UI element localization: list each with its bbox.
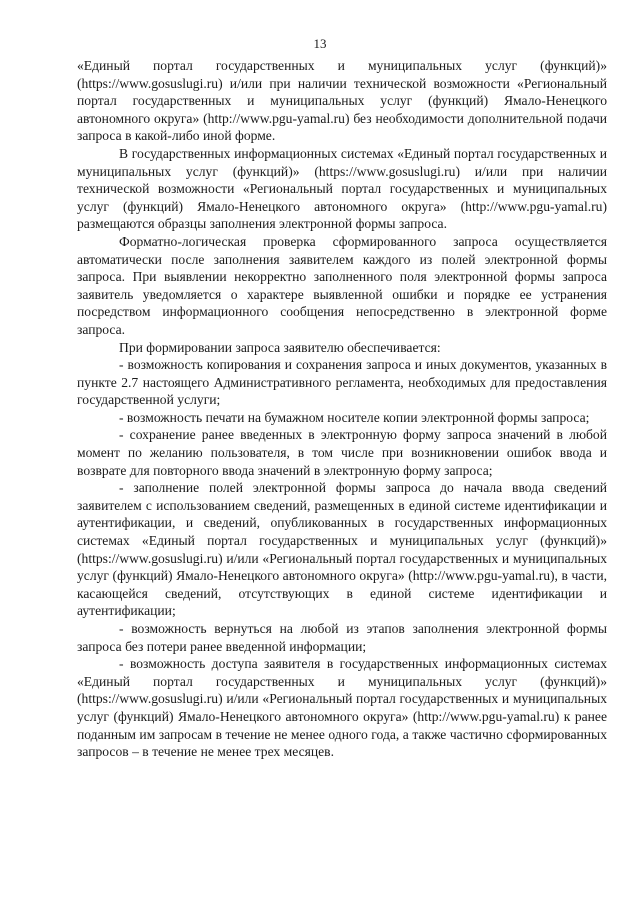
paragraph-form-samples: В государственных информационных системах «Единый портал государственных и муниципальных услуг (функций)» (https://www.gosuslugi.ru) и/или при наличии технической возможности «Региональный портал государственных и муниципальных услуг (функций) Ямало-Ненецкого автономного округа» (http://www.pgu-yamal.ru) размещаются образцы заполнения электронной формы запроса. [77, 145, 607, 232]
list-item-copy-save: - возможность копирования и сохранения запроса и иных документов, указанных в пункте 2.7 настоящего Административного регламента, необходимых для предоставления государственной услуги; [77, 357, 607, 408]
list-item-save-values: - сохранение ранее введенных в электронную форму запроса значений в любой момент по желанию пользователя, в том числе при возникновении ошибок ввода и возврате для повторного ввода значений в электронную форму запроса; [77, 427, 607, 478]
paragraph-format-check: Форматно-логическая проверка сформированного запроса осуществляется автоматически после заполнения заявителем каждого из полей электронной формы запроса. При выявлении некорректно заполненного поля электронной формы запроса заявитель уведомляется о характере выявленной ошибки и порядке ее устранения посредством информационного сообщения непосредственно в электронной форме запроса. [77, 233, 607, 337]
list-item-access-requests: - возможность доступа заявителя в государственных информационных системах «Единый портал государственных и муниципальных услуг (функций)» (https://www.gosuslugi.ru) и/или «Региональный портал государственных и муниципальных услуг (функций) Ямало-Ненецкого автономного округа» (http://www.pgu-yamal.ru) к ранее поданным им запросам в течение не менее одного года, а также частично сформированных запросов – в течение не менее трех месяцев. [77, 656, 607, 760]
paragraph-provisions-intro: При формировании запроса заявителю обеспечивается: [119, 339, 441, 355]
paragraph-portal-submission: «Единый портал государственных и муниципальных услуг (функций)» (https://www.gosuslugi.ru) и/или при наличии технической возможности «Региональный портал государственных и муниципальных услуг (функций) Ямало-Ненецкого автономного округа» (http://www.pgu-yamal.ru) без необходимости дополнительной подачи запроса в какой-либо иной форме. [77, 58, 607, 144]
page-number: 13 [313, 36, 327, 51]
list-item-return-to-step: - возможность вернуться на любой из этапов заполнения электронной формы запроса без потери ранее введенной информации; [77, 621, 607, 654]
document-body [77, 57, 607, 761]
list-item-autofill: - заполнение полей электронной формы запроса до начала ввода сведений заявителем с использованием сведений, размещенных в единой системе идентификации и аутентификации, и сведений, опубликованных в государственных информационных системах «Единый портал государственных и муниципальных услуг (функций)» (https://www.gosuslugi.ru) и/или «Региональный портал государственных и муниципальных услуг (функций) Ямало-Ненецкого автономного округа» (http://www.pgu-yamal.ru), в части, касающейся сведений, отсутствующих в единой системе идентификации и аутентификации; [77, 480, 607, 619]
list-item-print: - возможность печати на бумажном носителе копии электронной формы запроса; [119, 409, 590, 425]
